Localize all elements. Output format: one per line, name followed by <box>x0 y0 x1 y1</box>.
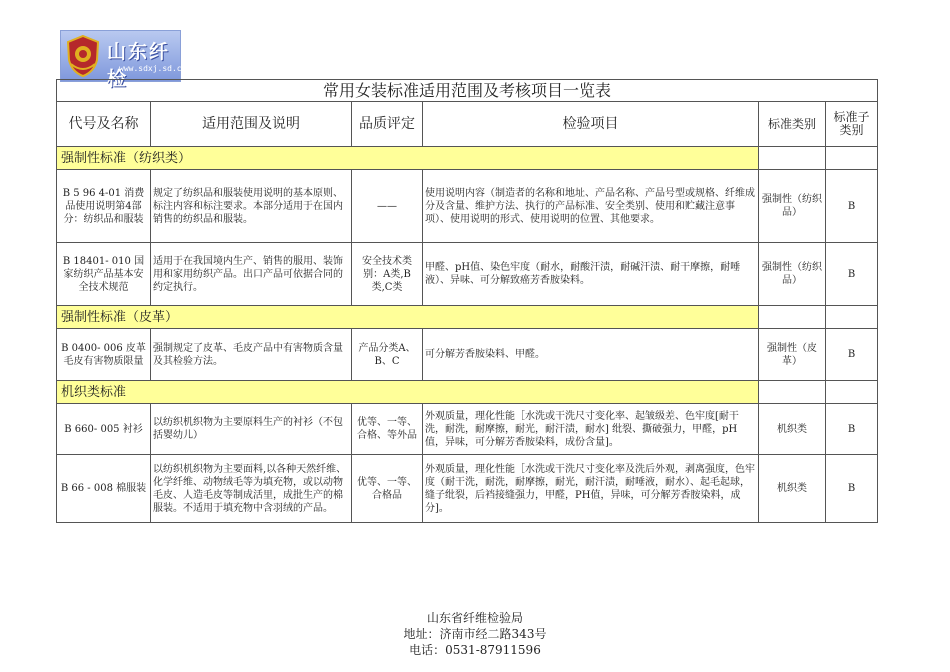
logo-title: 山东纤检 <box>107 41 171 90</box>
standards-table <box>56 79 878 523</box>
cell-grade: 优等、一等、合格品 <box>352 455 423 523</box>
section-row <box>57 306 878 329</box>
emblem-icon <box>64 34 102 78</box>
cell-scope: 以纺织机织物为主要原料生产的衬衫（不包括婴幼儿） <box>151 404 352 455</box>
cell-scope: 以纺织机织物为主要面料,以各种天然纤维、化学纤维、动物绒毛等为填充物，或以动物毛皮、人造毛皮等制成活里，成批生产的棉服装。不适用于填充物中含羽绒的产品。 <box>151 455 352 523</box>
cell-items: 可分解芳香胺染料、甲醛。 <box>423 329 759 381</box>
cell-grade: —— <box>352 170 423 243</box>
header-scope: 适用范围及说明 <box>151 102 352 147</box>
cell-sub-type: B <box>826 404 878 455</box>
header-sub-type: 标准子类别 <box>826 102 878 147</box>
cell-scope: 规定了纺织品和服装使用说明的基本原则、标注内容和标注要求。本部分适用于在国内销售的纺织品和服装。 <box>151 170 352 243</box>
cell-items: 外观质量，理化性能［水洗或干洗尺寸变化率、起皱级差、色牢度[耐干洗，耐洗，耐摩擦，耐光，耐汗渍，耐水] 纰裂、撕破强力，甲醛，pH值，异味，可分解芳香胺染料，成份含量]。 <box>423 404 759 455</box>
section-label: 强制性标准（皮革） <box>57 306 759 329</box>
footer-phone: 电话：0531-87911596 <box>409 643 541 657</box>
cell-std-type: 强制性（皮革） <box>759 329 826 381</box>
cell-sub-type: B <box>826 455 878 523</box>
cell-items: 使用说明内容（制造者的名称和地址、产品名称、产品号型或规格、纤维成分及含量、维护方法、执行的产品标准、安全类别、使用和贮藏注意事项）、使用说明的形式、使用说明的位置、其他要求。 <box>423 170 759 243</box>
cell-std-type: 强制性（纺织品） <box>759 170 826 243</box>
cell-sub-type: B <box>826 170 878 243</box>
section-label: 机织类标准 <box>57 381 759 404</box>
cell-sub-type: B <box>826 329 878 381</box>
cell-items: 外观质量，理化性能［水洗或干洗尺寸变化率及洗后外观，剥离强度，色牢度（耐干洗，耐洗，耐摩擦，耐光，耐汗渍，耐唾液，耐水）、起毛起球，缝子纰裂，后裆接缝强力，甲醛，PH值，异味，可分解芳香胺染料，成分]。 <box>423 455 759 523</box>
header-code: 代号及名称 <box>57 102 151 147</box>
cell-sub-type: B <box>826 243 878 306</box>
section-row <box>57 147 878 170</box>
section-row <box>57 381 878 404</box>
logo-url: www.sdxj.sd.cn <box>119 64 187 73</box>
cell-code: B 5 96 4-01 消费品使用说明第4部分：纺织品和服装 <box>57 170 151 243</box>
cell-scope: 强制规定了皮革、毛皮产品中有害物质含量及其检验方法。 <box>151 329 352 381</box>
table-row <box>57 404 878 455</box>
cell-std-type: 机织类 <box>759 404 826 455</box>
section-label: 强制性标准（纺织类） <box>57 147 759 170</box>
header-std-type: 标准类别 <box>759 102 826 147</box>
footer-org: 山东省纤维检验局 <box>426 611 523 625</box>
cell-std-type: 强制性（纺织品） <box>759 243 826 306</box>
table-row <box>57 170 878 243</box>
cell-code: B 66 - 008 棉服装 <box>57 455 151 523</box>
header-grade: 品质评定 <box>352 102 423 147</box>
footer-address: 地址：济南市经二路343号 <box>403 627 547 641</box>
cell-grade: 优等、一等、合格、等外品 <box>352 404 423 455</box>
table-row <box>57 455 878 523</box>
table-title: 常用女装标准适用范围及考核项目一览表 <box>57 80 878 102</box>
table-row <box>57 329 878 381</box>
cell-items: 甲醛、pH值、染色牢度（耐水，耐酸汗渍，耐碱汗渍、耐干摩擦，耐唾液）、异味、可分解致癌芳香胺染料。 <box>423 243 759 306</box>
cell-code: B 660- 005 衬衫 <box>57 404 151 455</box>
cell-grade: 产品分类A、B、C <box>352 329 423 381</box>
logo <box>60 30 187 90</box>
cell-grade: 安全技术类别：A类,B类,C类 <box>352 243 423 306</box>
table-row <box>57 243 878 306</box>
header-items: 检验项目 <box>423 102 759 147</box>
cell-code: B 18401- 010 国家纺织产品基本安全技术规范 <box>57 243 151 306</box>
cell-code: B 0400- 006 皮革毛皮有害物质限量 <box>57 329 151 381</box>
cell-scope: 适用于在我国境内生产、销售的服用、装饰用和家用纺织产品。出口产品可依据合同的约定执行。 <box>151 243 352 306</box>
cell-std-type: 机织类 <box>759 455 826 523</box>
